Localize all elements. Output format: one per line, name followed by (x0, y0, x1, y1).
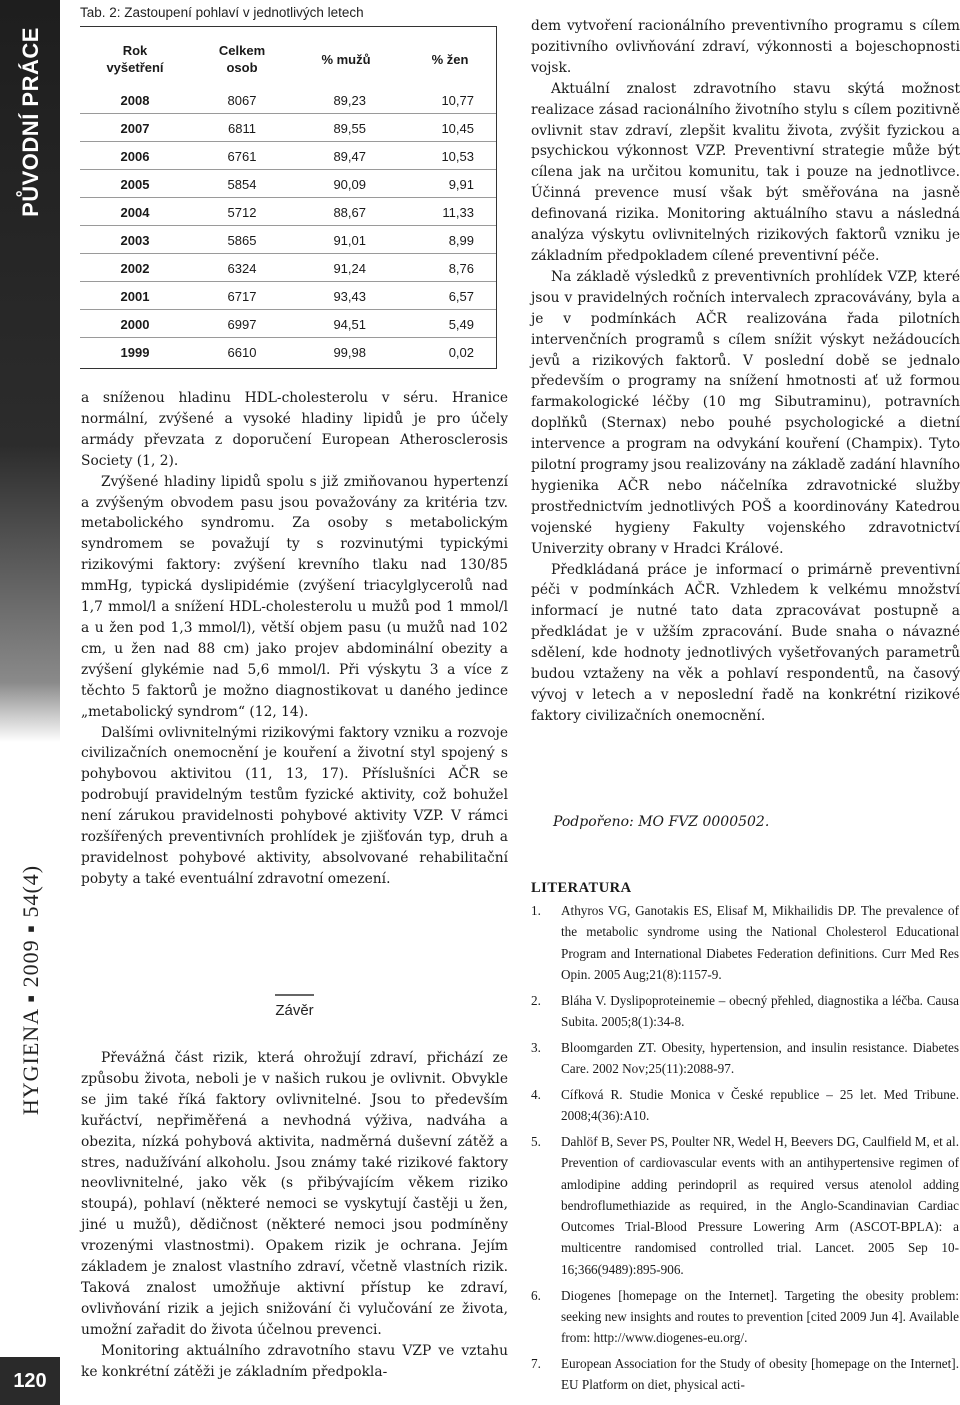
section-title: Závěr (275, 994, 313, 1019)
header-year-line1: Rok (122, 43, 148, 58)
cell-year: 2001 (120, 289, 150, 304)
table-header (80, 42, 496, 82)
table-row (80, 86, 496, 114)
paragraph: dem vytvoření racionálního preventivního programu s cílem pozitivního ovlivňování zdraví, výkonnosti a bojeschopnosti vojsk. (531, 18, 960, 76)
table-row (80, 142, 496, 170)
cell-total: 5854 (227, 177, 257, 192)
paragraph: Aktuální znalost zdravotního stavu skýtá možnost realizace zásad racionálního životního stylu s cílem pozitivně ovlivnit stav zdraví, zlepšit kvalitu života, zvýšit fyzickou a psychickou výkonnost VZP. Preventivní strategie může být cílena jak na určitou komunitu, tak i pouze na jednotlivce. Účinná prevence musí však být směřována na jasně definovaná rizika. Monitoring aktuálního stavu a následná analýza výskytu ovlivnitelných rizikových faktorů vzniku je základním předpokladem cílené preventivní péče. (531, 80, 960, 264)
cell-men: 99,98 (333, 345, 366, 360)
gender-table (80, 26, 516, 369)
header-men: % mužů (321, 52, 371, 67)
page-number: 120 (0, 1357, 60, 1405)
cell-year: 2006 (120, 149, 150, 164)
cell-men: 91,24 (333, 261, 366, 276)
cell-women: 5,49 (448, 317, 474, 332)
cell-total: 6997 (227, 317, 257, 332)
references-title: LITERATURA (531, 880, 632, 896)
cell-total: 5712 (227, 205, 257, 220)
reference-number: 4. (531, 1086, 541, 1102)
cell-year: 2003 (120, 233, 150, 248)
reference-text: European Association for the Study of obesity [homepage on the Internet]. EU Platform on diet, physical acti- (561, 1355, 959, 1393)
cell-women: 6,57 (448, 289, 474, 304)
table-row (80, 114, 496, 142)
reference-item (531, 900, 959, 985)
paragraph: Dalšími ovlivnitelnými rizikovými faktory vzniku a rozvoje civilizačních onemocnění je kouření a životní styl spojený s pohybovou aktivitou (11, 13, 17). Příslušníci AČR se podrobují pravidelným testům fyzické aktivity, což bohužel není zárukou pravidelnosti pohybové aktivity VZP. V rámci rozšířených preventivních prohlídek je zjišťován typ, druh a pravidelnost pohybové aktivity, absolvované rehabilitační pobyty a také eventuální zdravotní omezení. (81, 724, 508, 887)
cell-women: 0,02 (448, 345, 474, 360)
sidebar (0, 0, 60, 1405)
table-row (80, 282, 496, 310)
header-year (80, 42, 190, 76)
cell-year: 2004 (120, 205, 150, 220)
cell-total: 8067 (227, 93, 257, 108)
reference-item (531, 1353, 959, 1396)
paragraph: Monitoring aktuálního zdravotního stavu VZP ve vztahu ke konkrétní zátěži je základním předpokla- (81, 1342, 508, 1380)
right-column (531, 16, 960, 727)
cell-women: 8,76 (448, 261, 474, 276)
table-row (80, 198, 496, 226)
table-row (80, 338, 496, 366)
reference-text: Athyros VG, Ganotakis ES, Elisaf M, Mikhailidis DP. The prevalence of the metabolic syndrome using the National Cholesterol Educational Program and International Diabetes Federation definitions. Curr Med Res Opin. 2005 Aug;21(8):1157-9. (561, 903, 959, 982)
paragraph: Na základě výsledků z preventivních prohlídek VZP, které jsou v pravidelných ročních intervalech zpracovávány, byla a je v podmínkách AČR realizována řada pilotních intervenčních programů s cílem snížit výskyt nežádoucích jevů a rizikových faktorů. V poslední době se jednalo především o programy na snížení hmotnosti ať už formou farmakologické léčby (10 mg Sibutraminu), potravních doplňků (Sternax) nebo pouhé psychologické a dietní intervence a program na odvykání kouření (Champix). Tyto pilotní programy jsou realizovány na základě zadání hlavního hygienika AČR nebo náčelníka zdravotnické služby prostřednictvím jednotlivých POŠ a koordinovány Katedrou vojenské hygieny Fakulty vojenského zdravotnictví Univerzity obrany v Hradci Králové. (531, 268, 960, 557)
reference-item (531, 1037, 959, 1080)
section-label: PŮVODNÍ PRÁCE (18, 27, 43, 217)
funding-note: Podpořeno: MO FVZ 0000502. (553, 814, 770, 830)
reference-item (531, 1285, 959, 1349)
cell-women: 9,91 (448, 177, 474, 192)
left-column-bottom (81, 1048, 508, 1383)
cell-year: 2005 (120, 177, 150, 192)
header-year-line2: vyšetření (106, 60, 164, 75)
table-top-rule (80, 26, 496, 27)
cell-women: 10,45 (441, 121, 474, 136)
cell-year: 1999 (120, 345, 150, 360)
sidebar-section-band (0, 0, 60, 742)
reference-number: 1. (531, 903, 541, 918)
paragraph: Zvýšené hladiny lipidů spolu s již zmiňovanou hypertenzí a zvýšeným obvodem pasu jsou považovány za kritéria tzv. metabolického syndromu. Za osoby s metabolickým syndromem se považují ty s rozvinutými typickými rizikovými faktory: zvýšení krevního tlaku nad 130/85 mmHg, typická dyslipidémie (zvýšení triacylglycerolů nad 1,7 mmol/l a snížení HDL-cholesterolu u mužů pod 1 mmol/l a u žen pod 1,3 mmol/l), větší objem pasu (u mužů nad 102 cm, u žen nad 88 cm) jako projev abdominální obezity a zvýšení glykémie nad 5,6 mmol/l. Při výskytu 3 a více z těchto 5 faktorů je možno diagnostikovat u daného jedince „metabolický syndrom“ (12, 14). (81, 473, 508, 720)
reference-text: Cífková R. Studie Monica v České republice – 25 let. Med Tribune. 2008;4(36):A10. (561, 1086, 959, 1124)
paragraph: a sníženou hladinu HDL-cholesterolu v séru. Hranice normální, zvýšené a vysoké hladiny lipidů je pro účely armády převzata z doporučení European Atherosclerosis Society (1, 2). (81, 390, 508, 469)
section-heading (81, 1002, 508, 1019)
table-bottom-rule (80, 368, 496, 369)
cell-women: 10,53 (441, 149, 474, 164)
cell-men: 90,09 (333, 177, 366, 192)
reference-number: 5. (531, 1133, 541, 1149)
reference-number: 6. (531, 1287, 541, 1303)
reference-item (531, 1084, 959, 1127)
reference-item (531, 990, 959, 1033)
paragraph: Předkládaná práce je informací o primárně preventivní péči v podmínkách AČR. Vzhledem k velkému množství informací je nutné tato data zpracovávat postupně a předkládat je v užším zpracování. Bude snaha o návazné sdělení, kde hodnoty jednotlivých vyšetřovaných parametrů budou vztaženy na věk a pohlaví respondentů, na časový vývoj v letech a v neposlední řadě na konkrétní rizikové faktory civilizačních onemocnění. (531, 561, 960, 724)
table-row (80, 254, 496, 282)
cell-men: 89,55 (333, 121, 366, 136)
reference-text: Diogenes [homepage on the Internet]. Targeting the obesity problem: seeking new insights and routes to prevention [cited 2009 Jun 4]. Available from: http://www.diogenes-eu.org/. (561, 1287, 959, 1346)
cell-women: 11,33 (442, 205, 474, 220)
cell-year: 2000 (120, 317, 150, 332)
cell-men: 91,01 (333, 233, 366, 248)
cell-total: 6610 (227, 345, 257, 360)
table-right-rule (496, 26, 497, 369)
cell-year: 2002 (120, 261, 150, 276)
journal-label: HYGIENA ▪ 2009 ▪ 54(4) (18, 864, 43, 1116)
table-caption: Tab. 2: Zastoupení pohlaví v jednotlivých letech (80, 5, 364, 20)
header-total (192, 42, 292, 76)
cell-men: 88,67 (333, 205, 366, 220)
reference-text: Bloomgarden ZT. Obesity, hypertension, and insulin resistance. Diabetes Care. 2002 Nov;25(11):2088-97. (561, 1039, 959, 1077)
reference-item (531, 1131, 959, 1280)
header-total-line1: Celkem (218, 43, 266, 58)
header-total-line2: osob (226, 60, 258, 75)
cell-total: 5865 (227, 233, 257, 248)
reference-text: Bláha V. Dyslipoproteinemie – obecný přehled, diagnostika a léčba. Causa Subita. 2005;8(1):34-8. (561, 992, 959, 1029)
cell-men: 93,43 (333, 289, 366, 304)
table-row (80, 310, 496, 338)
cell-total: 6811 (228, 121, 256, 136)
cell-year: 2007 (120, 121, 150, 136)
references-list (531, 900, 959, 1400)
reference-number: 7. (531, 1355, 541, 1371)
table-row (80, 170, 496, 198)
header-women: % žen (431, 52, 469, 67)
cell-men: 89,23 (333, 93, 366, 108)
cell-women: 8,99 (448, 233, 474, 248)
reference-text: Dahlöf B, Sever PS, Poulter NR, Wedel H, Beevers DG, Caulfield M, et al. Prevention of cardiovascular events with an antihypertensive regimen of amlodipine adding perindopril as required versus atenolol adding bendroflumethiazide as required, in the Anglo-Scandinavian Cardiac Outcomes Trial-Blood Pressure Lowering Arm (ASCOT-BPLA): a multicentre randomised controlled trial. Lancet. 2005 Sep 10-16;366(9489):895-906. (561, 1133, 959, 1277)
cell-total: 6324 (227, 261, 257, 276)
cell-total: 6717 (227, 289, 257, 304)
table-row (80, 226, 496, 254)
reference-number: 2. (531, 992, 541, 1008)
cell-men: 89,47 (333, 149, 366, 164)
paragraph: Převážná část rizik, která ohrožují zdraví, přichází ze způsobu života, neboli je v našich rukou je ovlivnit. Obvykle se jim také říká faktory ovlivnitelné. Jsou to především kuřáctví, nepřiměřená a nevhodná výživa, nadváha a obezita, nízká pohybová aktivita, nadměrná duševní zátěž a stres, nadužívání alkoholu. Jsou známy také rizikové faktory neovlivnitelné, jako věk (s přibývajícím věkem riziko stoupá), pohlaví (některé nemoci se vyskytují častěji u žen, jiné u mužů), dědičnost (některé nemoci jsou podmíněny vrozenými vlastnostmi). Opakem rizik je ochrana. Jejím základem je znalost vlastního zdraví, včetně vlastních rizik. Taková znalost umožňuje aktivní přístup ke zdraví, ovlivňování rizik a jejich snižování či vylučování ze života, umožní zařadit do života účelnou prevenci. (81, 1050, 508, 1338)
reference-number: 3. (531, 1039, 541, 1055)
cell-year: 2008 (120, 93, 150, 108)
left-column-top (81, 388, 508, 890)
cell-total: 6761 (227, 149, 257, 164)
cell-women: 10,77 (441, 93, 474, 108)
cell-men: 94,51 (333, 317, 366, 332)
